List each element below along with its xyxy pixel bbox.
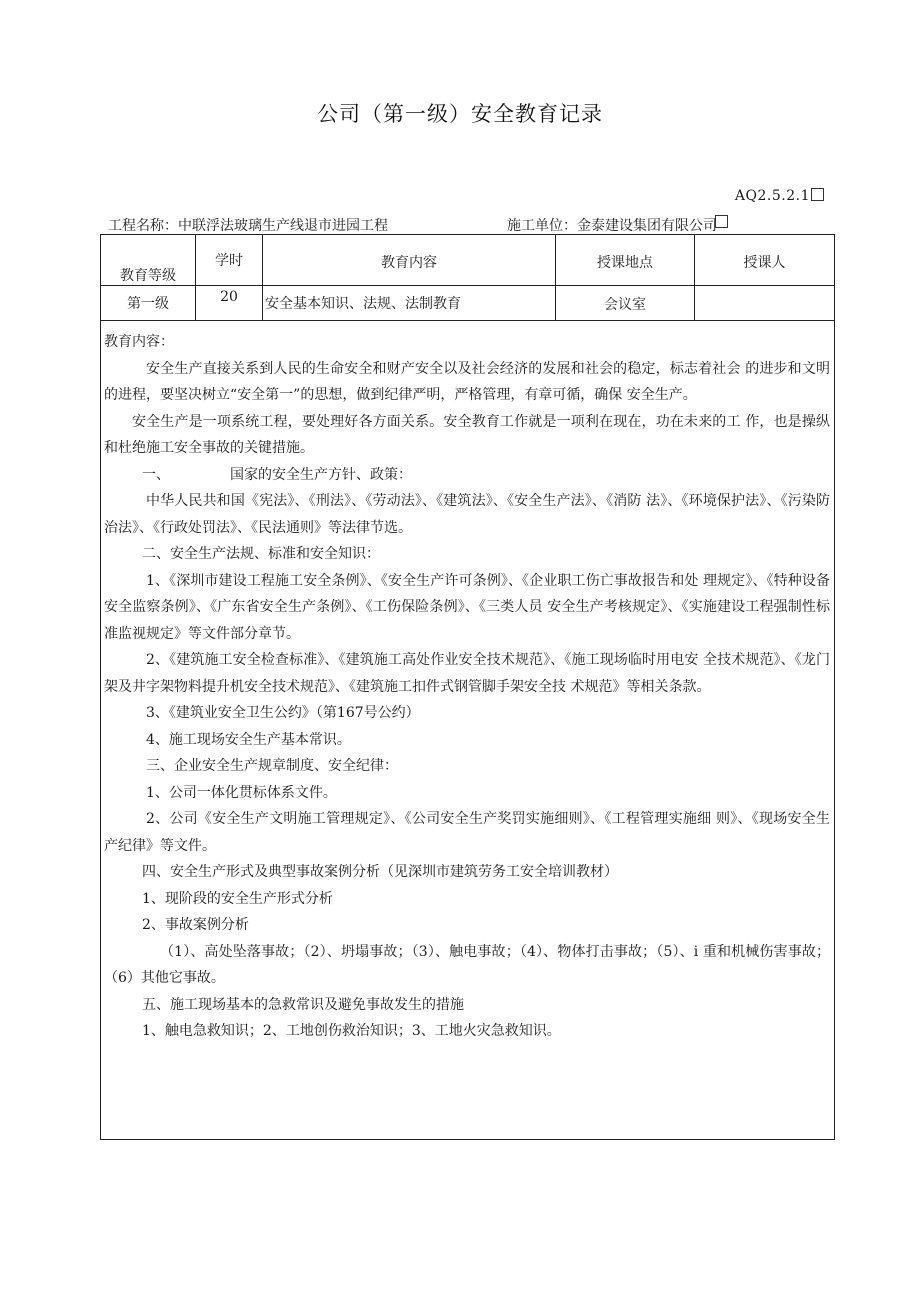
- list-item: 3、《建筑业安全卫生公约》（第167号公约）: [146, 705, 420, 721]
- section-heading: 一、 国家的安全生产方针、政策：: [142, 466, 412, 483]
- list-item: 2、公司《安全生产文明施工管理规定》、《公司安全生产奖罚实施细则》、《工程管理实施细 则》、《现场安全生产纪律》等文件。: [104, 811, 830, 854]
- header-hours: 学时: [196, 235, 263, 286]
- header-teacher: 授课人: [695, 235, 835, 286]
- paragraph: 安全生产直接关系到人民的生命安全和财产安全以及社会经济的发展和社会的稳定，标志着社会 的进步和文明的进程，要坚决树立“安全第一”的思想，做到纪律严明，严格管理，有章可循，确保 安全生产。: [104, 360, 830, 403]
- header-education-level: 教育等级: [101, 235, 196, 286]
- cell-teacher: [695, 286, 835, 321]
- paragraph: 中华人民共和国《宪法》、《刑法》、《劳动法》、《建筑法》、《安全生产法》、《消防 法》、《环境保护法》、《污染防治法》、《行政处罚法》、《民法通则》等法律节选。: [104, 493, 830, 536]
- header-content: 教育内容: [263, 235, 556, 286]
- document-code-text: AQ2.5.2.1: [734, 188, 810, 204]
- education-content-cell: [101, 321, 835, 1140]
- list-item: 1、《深圳市建设工程施工安全条例》、《安全生产许可条例》、《企业职工伤亡事故报告和处 理规定》、《特种设备安全监察条例》、《广东省安全生产条例》、《工伤保险条例》、《三类人员 安全生产考核规定》、《实施建设工程强制性标准监视规定》等文件部分章节。: [104, 572, 830, 642]
- list-item: 2、《建筑施工安全检查标准》、《建筑施工高处作业安全技术规范》、《施工现场临时用电安 全技术规范》、《龙门架及井字架物料提升机安全技术规范》、《建筑施工扣件式钢管脚手架安全技 术规范》等相关条款。: [104, 652, 830, 695]
- list-item: 1、触电急救知识；2、工地创伤救治知识；3、工地火灾急救知识。: [142, 1023, 561, 1039]
- table-row: [101, 286, 835, 321]
- list-item: （1）、高处坠落事故；（2）、坍塌事故；（3）、触电事故；（4）、物体打击事故；（5）、i 重和机械伤害事故；（6）其他它事故。: [104, 943, 830, 986]
- header-location: 授课地点: [556, 235, 695, 286]
- cell-location: 会议室: [556, 286, 695, 321]
- paragraph: 安全生产是一项系统工程，要处理好各方面关系。安全教育工作就是一项利在现在，功在未来的工 作，也是操纵和杜绝施工安全事故的关键措施。: [104, 413, 830, 456]
- content-row: [101, 321, 835, 1140]
- list-item: 1、现阶段的安全生产形式分析: [142, 890, 333, 907]
- cell-hours: 20: [196, 286, 263, 321]
- section-heading: 四、安全生产形式及典型事故案例分析（见深圳市建筑劳务工安全培训教材）: [142, 864, 618, 880]
- section-heading: 二、安全生产法规、标准和安全知识：: [142, 546, 380, 562]
- page-title: 公司（第一级）安全教育记录: [317, 102, 603, 126]
- section-heading: 三、企业安全生产规章制度、安全纪律：: [146, 758, 398, 774]
- document-code: [735, 188, 824, 204]
- project-name: 工程名称：中联浮法玻璃生产线退市进园工程: [108, 218, 388, 234]
- header-row: [101, 235, 835, 286]
- construction-unit: [507, 215, 728, 235]
- list-item: 1、公司一体化贯标体系文件。: [146, 784, 337, 801]
- checkbox-icon: [715, 215, 728, 228]
- section-heading: 五、施工现场基本的急救常识及避免事故发生的措施: [142, 996, 464, 1013]
- content-heading: 教育内容：: [104, 334, 174, 350]
- cell-education-level: 第一级: [101, 286, 196, 321]
- list-item: 2、事故案例分析: [142, 917, 249, 933]
- education-content: [101, 321, 834, 1045]
- cell-content: 安全基本知识、法规、法制教育: [263, 286, 556, 321]
- construction-unit-text: 施工单位：金泰建设集团有限公司: [507, 218, 717, 234]
- list-item: 4、施工现场安全生产基本常识。: [146, 731, 351, 748]
- checkbox-icon: [811, 188, 824, 201]
- education-record-table: [100, 234, 835, 1140]
